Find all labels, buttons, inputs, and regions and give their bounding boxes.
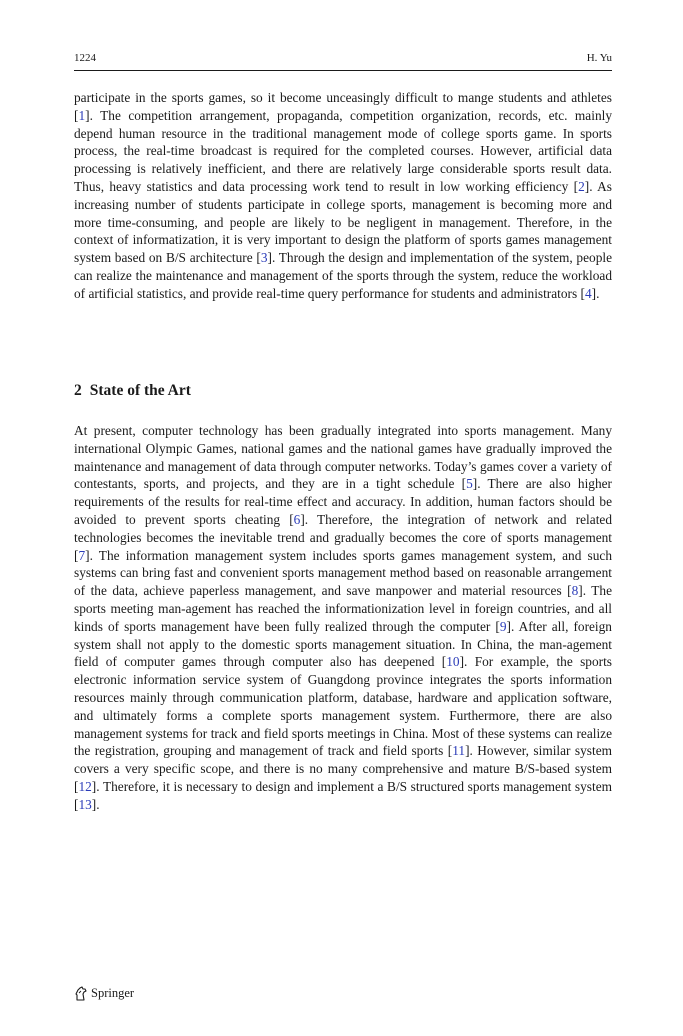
paragraph-text: ]. Through the design and implementation of the system, people can realize the maintenance and management of the sports through the system, reduce the workload of artificial statistics, and provide real-time query performance for students and administrators [ xyxy=(74,250,612,301)
citation-link[interactable]: 11 xyxy=(452,743,466,759)
citation-link[interactable]: 9 xyxy=(499,618,507,634)
paragraph-text: ]. As increasing number of students participate in college sports, management is becoming more and more time-consuming, and people are likely to be negligent in management. Therefore, in the context of informatization, it is very important to design the platform of sports games management system based on B/S architecture [ xyxy=(74,178,612,266)
paragraph-intro-continued xyxy=(74,89,612,303)
paragraph-text: ]. Therefore, it is necessary to design and implement a B/S structured sports management system [ xyxy=(74,778,612,812)
paragraph-text: At present, computer technology has been gradually integrated into sports management. Many international Olympic Games, national games and the national games have gradually improved the maintenance and management of data through computer networks. Today’s games cover a variety of contestants, sports, and projects, and they are in a tight schedule [ xyxy=(74,423,612,492)
section-number: 2 xyxy=(74,382,82,399)
page-number: 1224 xyxy=(74,52,96,64)
running-head-author: H. Yu xyxy=(586,52,612,64)
paragraph-text: ]. After all, foreign system shall not apply to the domestic sports management situation. In China, the man-agement field of computer games through computer also has deepened [ xyxy=(74,618,612,670)
header-rule xyxy=(74,70,612,71)
section-heading xyxy=(74,382,612,400)
paragraph-text: ]. xyxy=(591,285,600,301)
citation-link[interactable]: 6 xyxy=(293,511,301,527)
paragraph-state-of-the-art xyxy=(74,422,612,814)
citation-link[interactable]: 8 xyxy=(571,583,579,599)
citation-link[interactable]: 3 xyxy=(260,250,268,266)
citation-link[interactable]: 12 xyxy=(78,778,92,794)
paragraph-text: ]. There are also higher requirements of the results for real-time effect and accuracy. In addition, human factors should be avoided to prevent sports cheating [ xyxy=(74,476,612,527)
paragraph-text: ]. The competition arrangement, propaganda, competition organization, records, etc. mainly depend human resource in the traditional management mode of college sports game. In sports process, the real-time broadcast is required for the completed courses. However, artificial data processing is relatively inefficient, and there are relatively large considerable sports result data. Thus, heavy statistics and data processing work tend to result in low working efficiency [ xyxy=(74,107,612,194)
citation-link[interactable]: 4 xyxy=(584,285,592,301)
paragraph-text: ]. The information management system includes sports games management system, and such systems can bring fast and convenient sports management method based on reasonable arrangement of the data, achieve paperless management, and save manpower and material resources [ xyxy=(74,547,612,599)
paragraph-text: ]. For example, the sports electronic information service system of Guangdong province integrates the sports information resources mainly through communication platform, database, hardware and application software, and ultimately forms a complete sports management system. Furthermore, there are also management systems for track and field sports meetings in China. Most of these systems can realize the registration, grouping and management of track and field sports [ xyxy=(74,654,612,759)
springer-horse-icon xyxy=(74,986,88,1001)
citation-link[interactable]: 13 xyxy=(78,796,92,812)
citation-link[interactable]: 2 xyxy=(578,178,585,194)
paragraph-text: ]. However, similar system covers a very specific scope, and there is no many comprehensive and mature B/S-based system [ xyxy=(74,743,612,794)
citation-link[interactable]: 5 xyxy=(466,476,473,492)
paragraph-text: participate in the sports games, so it become unceasingly difficult to mange students and athletes [ xyxy=(74,90,612,123)
paragraph-text: ]. Therefore, the integration of network and related technologies becomes the inevitable trend and gradually becomes the core of sports management [ xyxy=(74,511,612,563)
citation-link[interactable]: 1 xyxy=(78,107,86,123)
running-head xyxy=(74,52,612,70)
publisher-name: Springer xyxy=(91,986,135,1000)
paragraph-text: ]. xyxy=(91,796,100,812)
citation-link[interactable]: 10 xyxy=(446,654,460,670)
section-title: State of the Art xyxy=(89,382,191,399)
paragraph-text: ]. The sports meeting man-agement has reached the informationization level in foreign countries, and all kinds of sports management have been fully realized through the computer [ xyxy=(74,583,612,634)
citation-link[interactable]: 7 xyxy=(78,547,86,563)
